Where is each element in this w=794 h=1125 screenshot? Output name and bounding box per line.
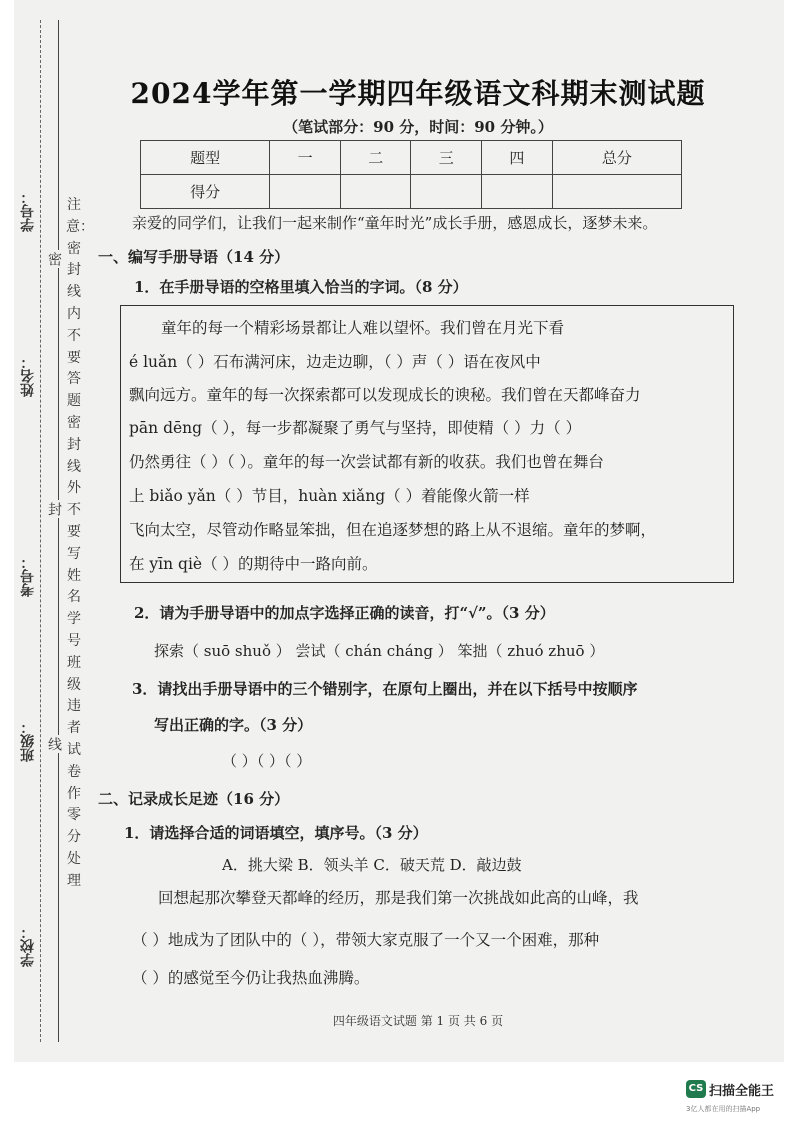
intro-text: 亲爱的同学们，让我们一起来制作“童年时光”成长手册，感恩成长，逐梦未来。 — [132, 214, 658, 232]
section1-q3-blanks[interactable]: （ ）（ ）（ ） — [222, 752, 312, 770]
section2-para-line: 回想起那次攀登天都峰的经历，那是我们第一次挑战如此高的山峰，我 — [158, 889, 639, 907]
seal-word-xian: 线 — [46, 737, 62, 751]
score-header-cell: 一 — [270, 141, 341, 175]
camscanner-logo-icon: CS — [686, 1080, 706, 1098]
passage-line: 在 yīn qiè（ ）的期待中一路向前。 — [129, 555, 378, 573]
score-table — [140, 140, 682, 209]
section1-q3: 3．请找出手册导语中的三个错别字，在原句上圈出，并在以下括号中按顺序 — [132, 680, 638, 698]
section2-heading: 二、记录成长足迹（16 分） — [98, 790, 290, 808]
school-field: 学校： — [20, 925, 36, 967]
score-header-cell: 二 — [340, 141, 411, 175]
score-table-header-row — [141, 141, 682, 175]
score-header-cell: 总分 — [552, 141, 681, 175]
score-table-row — [141, 175, 682, 209]
camscanner-name: 扫描全能王 — [709, 1084, 775, 1099]
seal-word-mi: 密 — [46, 252, 62, 266]
class-field: 班级： — [20, 720, 36, 762]
seal-notice: 注意：密封线内不要答题 密封线外不要写姓名 学号 班级违者试卷作零分处理 — [66, 197, 94, 889]
passage-line: pān dēng（ ），每一步都凝聚了勇气与坚持，即使精（ ）力（ ） — [129, 419, 582, 437]
score-header-cell: 题型 — [141, 141, 270, 175]
seal-line-dashed — [40, 20, 41, 1042]
score-cell[interactable] — [270, 175, 341, 209]
section1-q3-line2: 写出正确的字。（3 分） — [154, 716, 313, 734]
passage-line: 飘向远方。童年的每一次探索都可以发现成长的谀秘。我们曾在天都峰奋力 — [129, 386, 641, 404]
page-title: 2024学年第一学期四年级语文科期末测试题 — [130, 77, 706, 110]
section2-para-line[interactable]: （ ）地成为了团队中的（ ），带领大家克服了一个又一个困难，那种 — [132, 931, 600, 949]
section1-q2-options[interactable]: 探索（ suō shuǒ ） 尝试（ chán cháng ） 笨拙（ zhuó zhuō ） — [154, 642, 605, 660]
section2-options: A．挑大梁 B．领头羊 C．破天荒 D．敲边鼓 — [222, 856, 522, 874]
guide-passage-box — [120, 305, 734, 583]
section1-q2: 2．请为手册导语中的加点字选择正确的读音，打“√”。（3 分） — [134, 604, 555, 622]
passage-line: 上 biǎo yǎn（ ）节目，huàn xiǎng（ ）着能像火箭一样 — [129, 487, 530, 505]
name-field: 姓名： — [20, 355, 36, 397]
section1-heading: 一、编写手册导语（14 分） — [98, 248, 290, 266]
score-cell[interactable] — [482, 175, 553, 209]
score-cell[interactable] — [411, 175, 482, 209]
seal-line-solid — [58, 20, 59, 1042]
passage-line: 飞向太空，尽管动作略显笨拙，但在追逐梦想的路上从不退缩。童年的梦啊， — [129, 521, 657, 539]
exam-no-field: 考号： — [20, 555, 36, 597]
section2-para-line[interactable]: （ ）的感觉至今仍让我热血沸腾。 — [132, 969, 370, 987]
camscanner-tagline: 3亿人都在用的扫描App — [686, 1105, 761, 1113]
section1-q1: 1．在手册导语的空格里填入恰当的字词。（8 分） — [134, 278, 468, 296]
section2-q1: 1．请选择合适的词语填空，填序号。（3 分） — [124, 824, 428, 842]
passage-line: 仍然勇往（ ）（ ）。童年的每一次尝试都有新的收获。我们也曾在舞台 — [129, 453, 604, 471]
binding-strip — [14, 0, 94, 1062]
score-cell[interactable] — [552, 175, 681, 209]
page-footer: 四年级语文试题 第 1 页 共 6 页 — [332, 1014, 504, 1028]
page-subtitle: （笔试部分：90 分，时间：90 分钟。） — [283, 118, 553, 136]
passage-line: é luǎn（ ）石布满河床，边走边聊，（ ）声（ ）语在夜风中 — [129, 353, 541, 371]
seal-word-feng: 封 — [46, 502, 62, 516]
student-id-field: 学号： — [20, 190, 36, 232]
score-row-label: 得分 — [141, 175, 270, 209]
score-cell[interactable] — [340, 175, 411, 209]
passage-line: 童年的每一个精彩场景都让人难以望怀。我们曾在月光下看 — [161, 319, 565, 337]
score-header-cell: 三 — [411, 141, 482, 175]
score-header-cell: 四 — [482, 141, 553, 175]
